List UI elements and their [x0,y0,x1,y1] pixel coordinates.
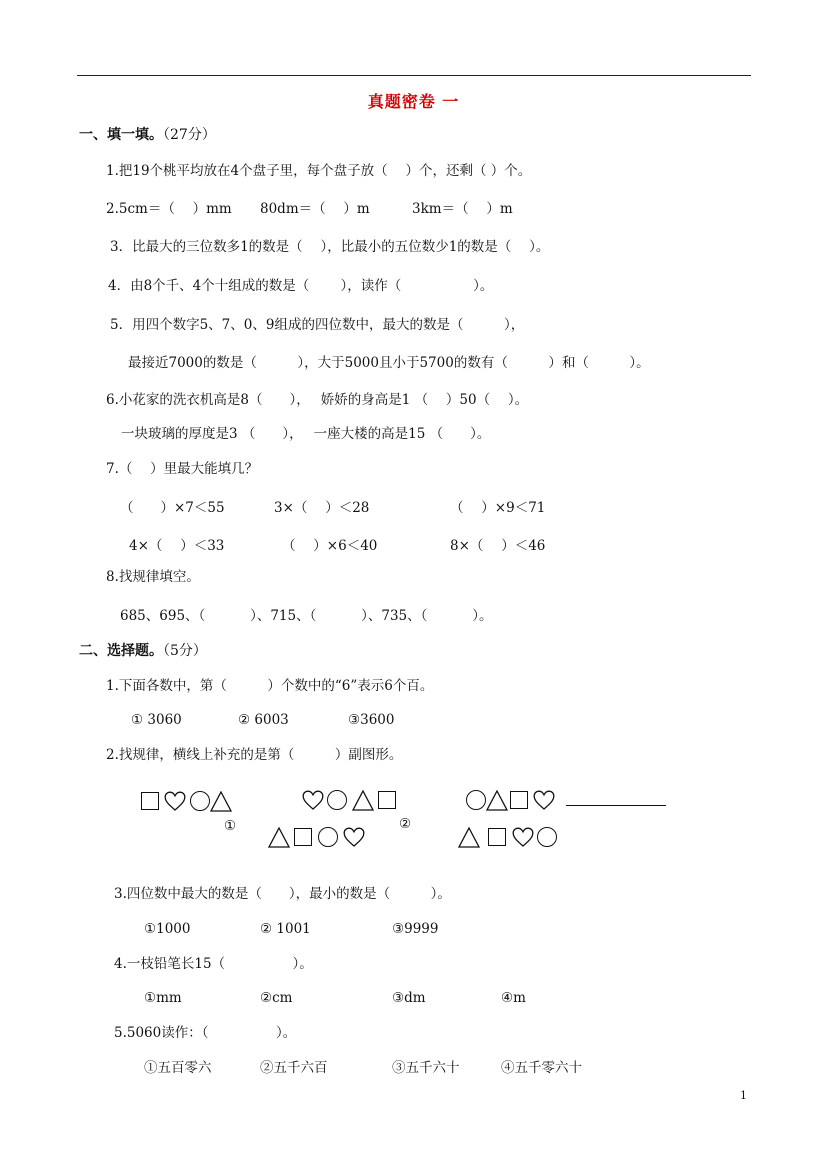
q1-2b: 80dm＝（ ）m [260,201,370,217]
square-icon [510,791,528,809]
q2-4-option-3: ③dm [392,990,426,1006]
square-icon [294,828,312,846]
q2-1-option-1: ① 3060 [131,712,182,728]
section-1-title: 一、填一填。 [79,127,163,143]
marker-option-2: ② [399,816,412,832]
section-2-points: （5分） [163,643,207,659]
header-rule [77,75,751,76]
triangle-icon [352,790,374,811]
q1-8: 8.找规律填空。 [106,569,200,585]
q1-4: 4．由8个千、4个十组成的数是（ ），读作（ ）。 [108,278,494,294]
page-title: 真题密卷 一 [367,92,460,111]
square-icon [141,792,159,810]
circle-icon [318,827,338,847]
q2-5-option-3: ③五千六十 [392,1060,460,1076]
q1-7: 7.（ ）里最大能填几？ [106,461,259,477]
q2-3-option-3: ③9999 [392,921,439,937]
square-icon [488,828,506,846]
q1-5b: 最接近7000的数是（ ），大于5000且小于5700的数有（ ）和（ ）。 [128,355,650,371]
q1-7-r1a: （ ）×7＜55 [120,500,225,516]
heart-icon [533,790,555,811]
q1-6a: 6.小花家的洗衣机高是8（ ）， 娇娇的身高是1 （ ）50（ ）。 [106,392,529,408]
triangle-icon [458,827,480,848]
marker-option-1: ① [224,818,237,834]
q1-7-r1b: 3×（ ）＜28 [274,500,370,516]
heart-icon [512,827,534,848]
q2-4-option-4: ④m [501,990,526,1006]
section-2-title: 二、选择题。 [79,643,163,659]
q2-3: 3.四位数中最大的数是（ ），最小的数是（ ）。 [114,886,451,902]
q2-4-option-2: ②cm [260,990,293,1006]
circle-icon [327,790,347,810]
q2-2: 2.找规律，横线上补充的是第（ ）副图形。 [106,747,403,763]
q1-1: 1.把19个桃平均放在4个盘子里，每个盘子放（ ）个，还剩（ ）个。 [106,163,532,179]
page-number: 1 [740,1089,747,1102]
q2-5: 5.5060读作：（ ）。 [114,1025,297,1041]
heart-icon [164,791,186,812]
section-1-heading [79,126,216,144]
circle-icon [537,827,557,847]
q1-7-r1c: （ ）×9＜71 [450,500,546,516]
square-icon [378,791,396,809]
q1-5a: 5．用四个数字5、7、0、9组成的四位数中，最大的数是（ ）， [110,317,525,333]
q1-7-r2a: 4×（ ）＜33 [129,538,225,554]
heart-icon [302,790,324,811]
q2-3-option-1: ①1000 [144,921,191,937]
q1-7-r2b: （ ）×6＜40 [282,538,378,554]
q1-7-r2c: 8×（ ）＜46 [450,538,546,554]
circle-icon [190,791,210,811]
q2-1-option-2: ② 6003 [238,712,289,728]
triangle-icon [486,790,508,811]
q1-8-sequence: 685、695、（ ）、715、（ ）、735、（ ）。 [120,608,493,624]
q2-1-option-3: ③3600 [348,712,395,728]
q2-1: 1.下面各数中，第（ ）个数中的“6”表示6个百。 [106,678,434,694]
q1-2a: 2.5cm＝（ ）mm [106,201,232,217]
q2-4: 4.一枝铅笔长15（ ）。 [114,956,313,972]
q2-5-option-2: ②五千六百 [260,1060,328,1076]
triangle-icon [210,791,232,812]
heart-icon [343,827,365,848]
circle-icon [466,790,486,810]
section-1-points: （27分） [163,127,216,143]
section-2-heading [79,642,207,660]
triangle-icon [268,827,290,848]
q1-6b: 一块玻璃的厚度是3 （ ）， 一座大楼的高是15 （ ）。 [121,426,491,442]
q2-5-option-4: ④五千零六十 [501,1060,582,1076]
answer-blank-line [566,805,666,806]
q2-3-option-2: ② 1001 [260,921,311,937]
q1-2c: 3km＝（ ）m [412,201,513,217]
q2-4-option-1: ①mm [144,990,182,1006]
q1-3: 3．比最大的三位数多1的数是（ ），比最小的五位数少1的数是（ ）。 [110,239,550,255]
q2-5-option-1: ①五百零六 [144,1060,212,1076]
